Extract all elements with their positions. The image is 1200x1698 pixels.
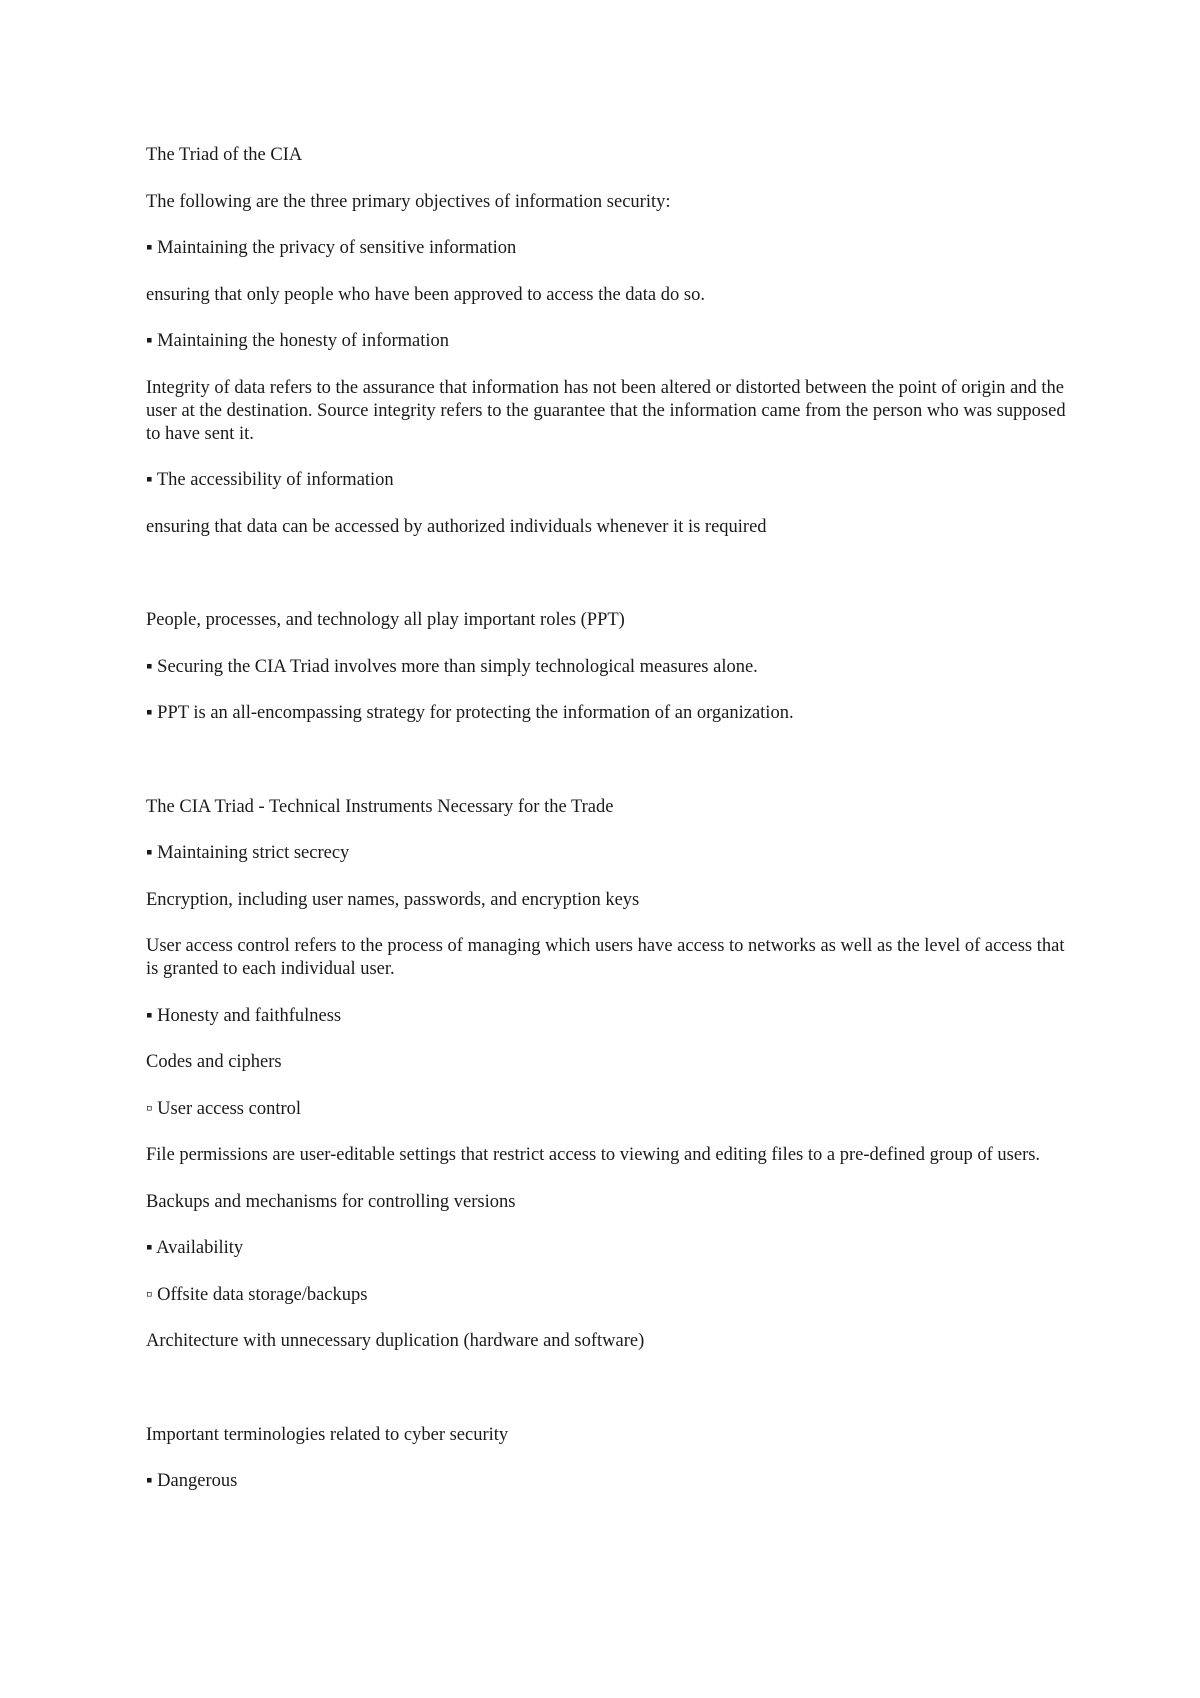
- bullet-dangerous: ▪ Dangerous: [146, 1471, 238, 1491]
- bullet-secrecy: ▪ Maintaining strict secrecy: [146, 843, 350, 863]
- bullet-honesty: ▪ Maintaining the honesty of information: [146, 331, 450, 351]
- section-title-technical-instruments: The CIA Triad - Technical Instruments Necessary for the Trade: [146, 796, 614, 817]
- bullet-privacy: ▪ Maintaining the privacy of sensitive information: [146, 238, 517, 258]
- section-title-terminologies: Important terminologies related to cyber security: [146, 1424, 509, 1445]
- intro-paragraph: The following are the three primary objectives of information security:: [146, 191, 671, 212]
- document-page: [146, 144, 1066, 1517]
- accessibility-description: ensuring that data can be accessed by authorized individuals whenever it is required: [146, 516, 767, 537]
- encryption-line: Encryption, including user names, passwords, and encryption keys: [146, 889, 640, 910]
- architecture-line: Architecture with unnecessary duplication (hardware and software): [146, 1331, 645, 1351]
- bullet-accessibility: ▪ The accessibility of information: [146, 470, 394, 490]
- file-permissions-description: File permissions are user-editable settings that restrict access to viewing and editing files to a pre-defined group of users.: [146, 1145, 1041, 1165]
- section-title-cia-triad: The Triad of the CIA: [146, 145, 303, 165]
- bullet-securing-cia: ▪ Securing the CIA Triad involves more than simply technological measures alone.: [146, 656, 758, 677]
- spacer: [146, 749, 1066, 796]
- section-title-ppt: People, processes, and technology all play important roles (PPT): [146, 610, 625, 630]
- sub-bullet-user-access-control: ▫ User access control: [146, 1098, 302, 1119]
- bullet-availability: ▪ Availability: [146, 1238, 244, 1258]
- bullet-ppt-strategy: ▪ PPT is an all-encompassing strategy for protecting the information of an organization.: [146, 703, 794, 723]
- bullet-honesty-faithfulness: ▪ Honesty and faithfulness: [146, 1005, 342, 1026]
- spacer: [146, 562, 1066, 609]
- backups-line: Backups and mechanisms for controlling versions: [146, 1191, 516, 1212]
- sub-bullet-offsite-storage: ▫ Offsite data storage/backups: [146, 1284, 368, 1305]
- privacy-description: ensuring that only people who have been approved to access the data do so.: [146, 284, 705, 305]
- codes-ciphers-line: Codes and ciphers: [146, 1052, 282, 1072]
- spacer: [146, 1377, 1066, 1424]
- user-access-control-description: User access control refers to the process of managing which users have access to networks as well as the level of access that is granted to each individual user.: [146, 936, 1065, 979]
- integrity-description: Integrity of data refers to the assurance that information has not been altered or distorted between the point of origin and the user at the destination. Source integrity refers to the guarantee that the information came from the person who was supposed to have sent it.: [146, 377, 1066, 444]
